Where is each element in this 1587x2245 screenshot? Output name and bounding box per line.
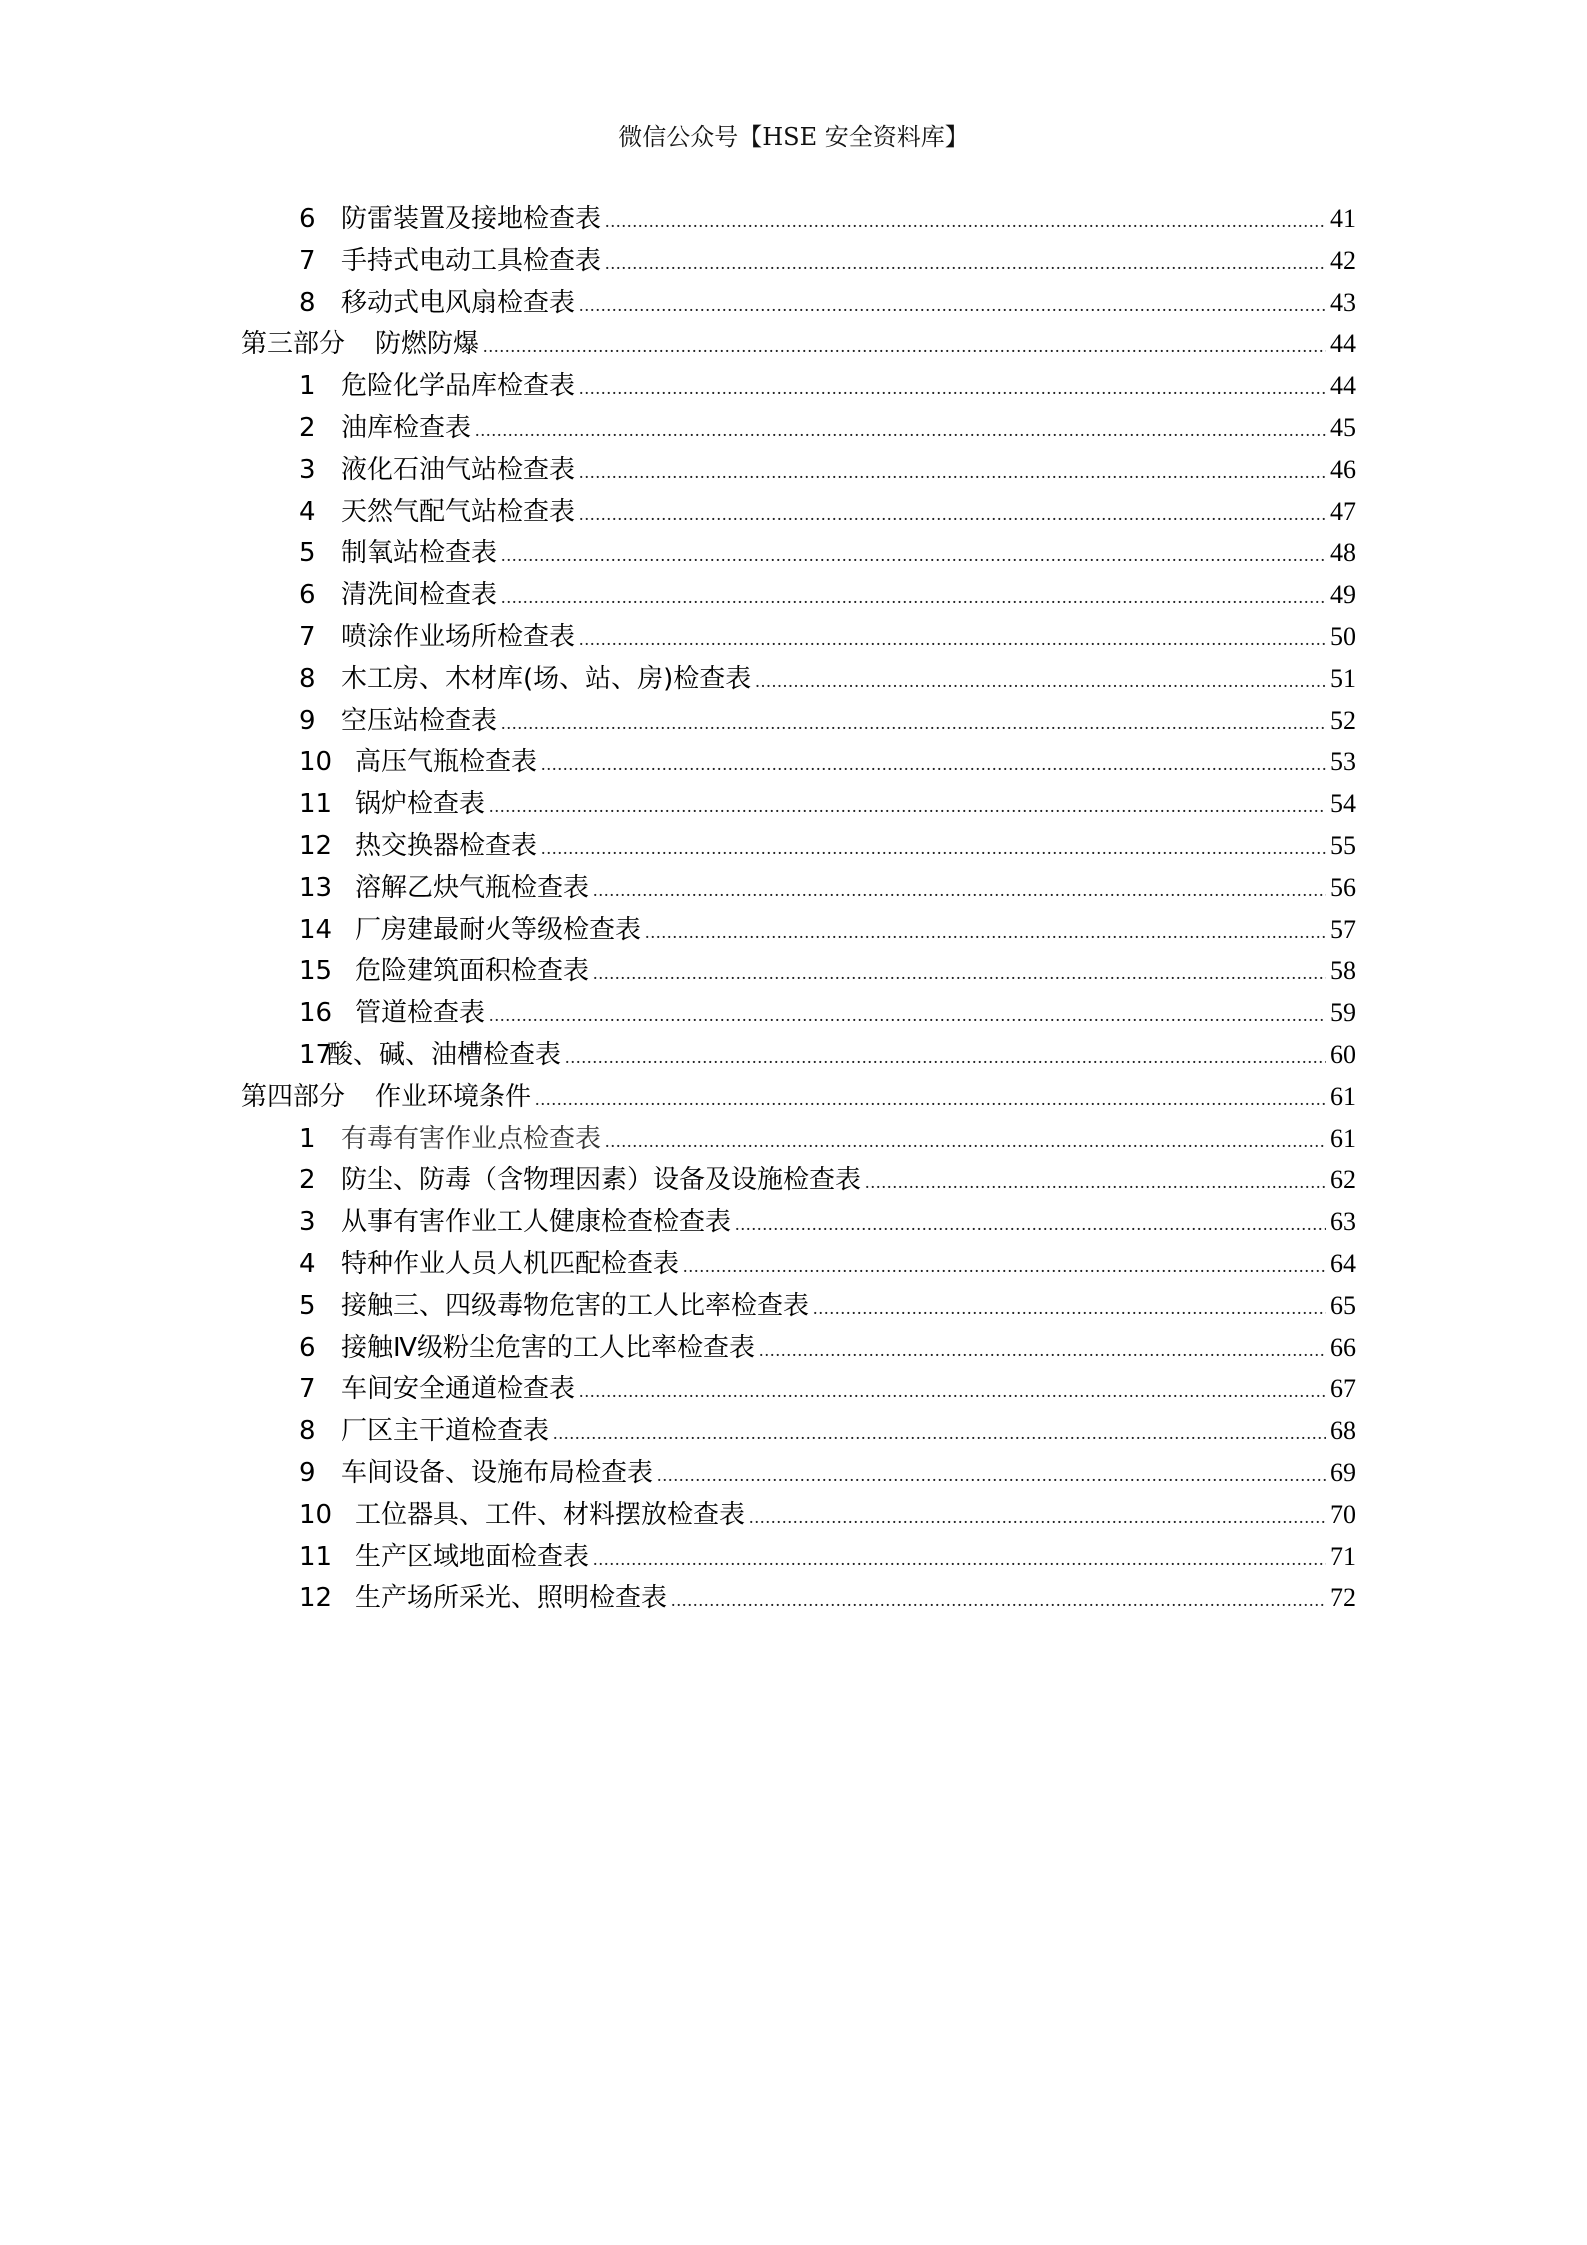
toc-entry[interactable] [241,1368,1356,1410]
toc-section-label: 第四部分 [241,1081,346,1112]
toc-entry[interactable] [241,1577,1356,1619]
toc-entry[interactable] [241,616,1356,658]
toc-entry-number: 6 [299,204,316,234]
toc-entry-number: 12 [299,830,333,861]
toc-leader-dots [489,786,1326,828]
toc-entry[interactable] [241,1034,1356,1076]
toc-entry-page: 47 [1330,496,1356,526]
toc-entry-number: 1 [299,371,316,402]
toc-entry-page: 44 [1330,371,1356,401]
toc-entry-title: 溶解乙炔气瓶检查表 [355,872,590,903]
toc-entry-number: 9 [299,1457,316,1488]
toc-entry-title: 车间安全通道检查表 [341,1374,576,1405]
toc-entry[interactable] [241,491,1356,533]
toc-entry-number: 8 [299,1416,316,1447]
toc-entry-number: 3 [299,1207,316,1238]
toc-entry-title: 管道检查表 [355,998,486,1029]
toc-entry-number: 5 [299,1290,316,1321]
toc-entry-page: 53 [1330,747,1356,777]
toc-entry-number: 7 [299,245,316,276]
toc-leader-dots [865,1162,1326,1204]
toc-entry[interactable] [241,1327,1356,1369]
toc-entry-page: 59 [1330,998,1356,1028]
toc-entry-number: 6 [299,1332,316,1363]
toc-entry-page: 48 [1330,538,1356,568]
toc-leader-dots [755,661,1326,703]
toc-entry[interactable] [241,1118,1356,1160]
toc-entry[interactable] [241,1410,1356,1452]
toc-section-label: 第三部分 [241,329,346,360]
toc-leader-dots [593,870,1326,912]
toc-entry-title: 天然气配气站检查表 [341,496,576,527]
toc-entry-title: 生产场所采光、照明检查表 [355,1583,668,1614]
toc-leader-dots [593,1539,1326,1581]
toc-entry-page: 58 [1330,956,1356,986]
toc-entry-page: 50 [1330,621,1356,651]
toc-leader-dots [475,410,1326,452]
toc-entry-number: 11 [299,1541,333,1572]
toc-leader-dots [579,1371,1326,1413]
toc-entry[interactable] [241,1201,1356,1243]
toc-entry-title: 厂房建最耐火等级检查表 [355,914,642,945]
toc-entry[interactable] [241,909,1356,951]
toc-entry-title: 工位器具、工件、材料摆放检查表 [355,1499,746,1530]
toc-leader-dots [541,828,1326,870]
toc-entry[interactable] [241,407,1356,449]
toc-entry[interactable] [241,1285,1356,1327]
toc-leader-dots [813,1288,1326,1330]
toc-section-title: 防燃防爆 [375,329,480,360]
toc-entry-title: 移动式电风扇检查表 [341,287,576,318]
toc-entry-title: 特种作业人员人机匹配检查表 [341,1248,680,1279]
toc-entry-number: 1 [299,1123,316,1154]
toc-leader-dots [501,703,1326,745]
toc-entry-title: 接触Ⅳ级粉尘危害的工人比率检查表 [341,1332,755,1363]
toc-entry-title: 厂区主干道检查表 [341,1416,550,1447]
toc-leader-dots [759,1330,1326,1372]
toc-entry-page: 69 [1330,1457,1356,1487]
toc-entry[interactable] [241,240,1356,282]
toc-leader-dots [645,912,1326,954]
toc-leader-dots [605,243,1326,285]
toc-entry[interactable] [241,282,1356,324]
toc-entry-page: 46 [1330,454,1356,484]
toc-entry-page: 72 [1330,1583,1356,1613]
toc-entry-number: 16 [299,998,333,1029]
toc-entry-page: 57 [1330,914,1356,944]
toc-leader-dots [535,1079,1326,1121]
toc-entry-number: 7 [299,621,316,652]
toc-entry-title: 从事有害作业工人健康检查检查表 [341,1207,732,1238]
toc-entry[interactable] [241,867,1356,909]
toc-leader-dots [489,995,1326,1037]
toc-entry-number: 10 [299,747,333,778]
toc-entry-number: 8 [299,663,316,694]
toc-entry[interactable] [241,1243,1356,1285]
toc-entry-title: 手持式电动工具检查表 [341,245,602,276]
toc-entry-page: 45 [1330,412,1356,442]
toc-entry-title: 危险化学品库检查表 [341,371,576,402]
toc-entry-title: 有毒有害作业点检查表 [341,1123,602,1154]
toc-entry[interactable] [241,741,1356,783]
toc-entry-page: 42 [1330,245,1356,275]
toc-entry-page: 55 [1330,830,1356,860]
toc-entry-page: 51 [1330,663,1356,693]
toc-entry[interactable] [241,658,1356,700]
toc-entry-page: 61 [1330,1123,1356,1153]
toc-entry-number: 4 [299,1248,316,1279]
toc-leader-dots [501,577,1326,619]
toc-entry-number: 10 [299,1499,333,1530]
toc-entry-page: 67 [1330,1374,1356,1404]
toc-leader-dots [671,1580,1326,1622]
toc-entry-number: 2 [299,412,316,443]
toc-entry-page: 62 [1330,1165,1356,1195]
toc-leader-dots [579,494,1326,536]
toc-entry-number: 4 [299,496,316,527]
toc-leader-dots [593,953,1326,995]
toc-entry-number: 12 [299,1583,333,1614]
toc-entry-page: 52 [1330,705,1356,735]
toc-entry[interactable] [241,950,1356,992]
toc-entry-number: 13 [299,872,333,903]
toc-entry[interactable] [241,532,1356,574]
toc-entry[interactable] [241,574,1356,616]
toc-entry-page: 54 [1330,789,1356,819]
toc-leader-dots [579,285,1326,327]
toc-entry-number: 6 [299,580,316,611]
toc-entry[interactable] [241,1494,1356,1536]
toc-section-title: 作业环境条件 [375,1081,532,1112]
toc-leader-dots [735,1204,1326,1246]
toc-entry-number: 8 [299,287,316,318]
toc-section-page: 61 [1330,1081,1356,1111]
toc-entry-page: 71 [1330,1541,1356,1571]
toc-entry-title: 空压站检查表 [341,705,498,736]
toc-entry-title: 锅炉检查表 [355,789,486,820]
toc-entry-title: 防尘、防毒（含物理因素）设备及设施检查表 [341,1165,862,1196]
toc-entry-number: 11 [299,789,333,820]
toc-entry-title: 清洗间检查表 [341,580,498,611]
toc-entry-number: 7 [299,1374,316,1405]
toc-section-heading[interactable] [241,323,1356,365]
toc-entry-title: 喷涂作业场所检查表 [341,621,576,652]
toc-entry-title: 酸、碱、油槽检查表 [327,1039,562,1070]
toc-entry[interactable] [241,198,1356,240]
toc-entry-title: 接触三、四级毒物危害的工人比率检查表 [341,1290,810,1321]
toc-entry-title: 生产区域地面检查表 [355,1541,590,1572]
toc-entry-number: 2 [299,1165,316,1196]
toc-entry[interactable] [241,1536,1356,1578]
toc-entry-page: 41 [1330,204,1356,233]
toc-entry[interactable] [241,449,1356,491]
toc-leader-dots [579,452,1326,494]
toc-entry-number: 15 [299,956,333,987]
toc-leader-dots [483,326,1326,368]
toc-leader-dots [605,1121,1326,1163]
toc-entry-title: 热交换器检查表 [355,830,538,861]
toc-leader-dots [501,535,1326,577]
toc-entry[interactable] [241,992,1356,1034]
toc-entry-number: 17 [299,1039,333,1070]
page-header: 微信公众号【HSE 安全资料库】 [618,123,969,151]
toc-entry-title: 液化石油气站检查表 [341,454,576,485]
toc-entry[interactable] [241,783,1356,825]
toc-entry-number: 3 [299,454,316,485]
toc-entry-number: 5 [299,538,316,569]
toc-leader-dots [579,368,1326,410]
toc-entry-number: 14 [299,914,333,945]
toc-entry-page: 49 [1330,580,1356,610]
toc-entry-page: 65 [1330,1290,1356,1320]
toc-entry-title: 制氧站检查表 [341,538,498,569]
toc-entry-page: 64 [1330,1248,1356,1278]
toc-entry-page: 63 [1330,1207,1356,1237]
toc-entry-title: 高压气瓶检查表 [355,747,538,778]
toc-leader-dots [553,1413,1326,1455]
toc-entry-title: 油库检查表 [341,412,472,443]
toc-entry[interactable] [241,365,1356,407]
toc-leader-dots [657,1455,1326,1497]
table-of-contents [241,198,1356,1619]
toc-entry-page: 60 [1330,1039,1356,1069]
toc-leader-dots [565,1037,1326,1079]
toc-leader-dots [749,1497,1326,1539]
toc-entry[interactable] [241,1452,1356,1494]
toc-section-heading[interactable] [241,1076,1356,1118]
toc-entry-page: 56 [1330,872,1356,902]
toc-entry-title: 危险建筑面积检查表 [355,956,590,987]
toc-entry[interactable] [241,1159,1356,1201]
toc-leader-dots [683,1246,1326,1288]
toc-entry-title: 防雷装置及接地检查表 [341,204,602,234]
toc-leader-dots [579,619,1326,661]
toc-entry-page: 68 [1330,1416,1356,1446]
toc-entry-number: 9 [299,705,316,736]
toc-entry-page: 66 [1330,1332,1356,1362]
toc-entry-page: 70 [1330,1499,1356,1529]
toc-leader-dots [605,201,1326,243]
toc-entry-page: 43 [1330,287,1356,317]
toc-section-page: 44 [1330,329,1356,359]
toc-entry-title: 木工房、木材库(场、站、房)检查表 [341,663,752,694]
toc-entry[interactable] [241,825,1356,867]
toc-entry[interactable] [241,700,1356,742]
toc-leader-dots [541,744,1326,786]
toc-entry-title: 车间设备、设施布局检查表 [341,1457,654,1488]
